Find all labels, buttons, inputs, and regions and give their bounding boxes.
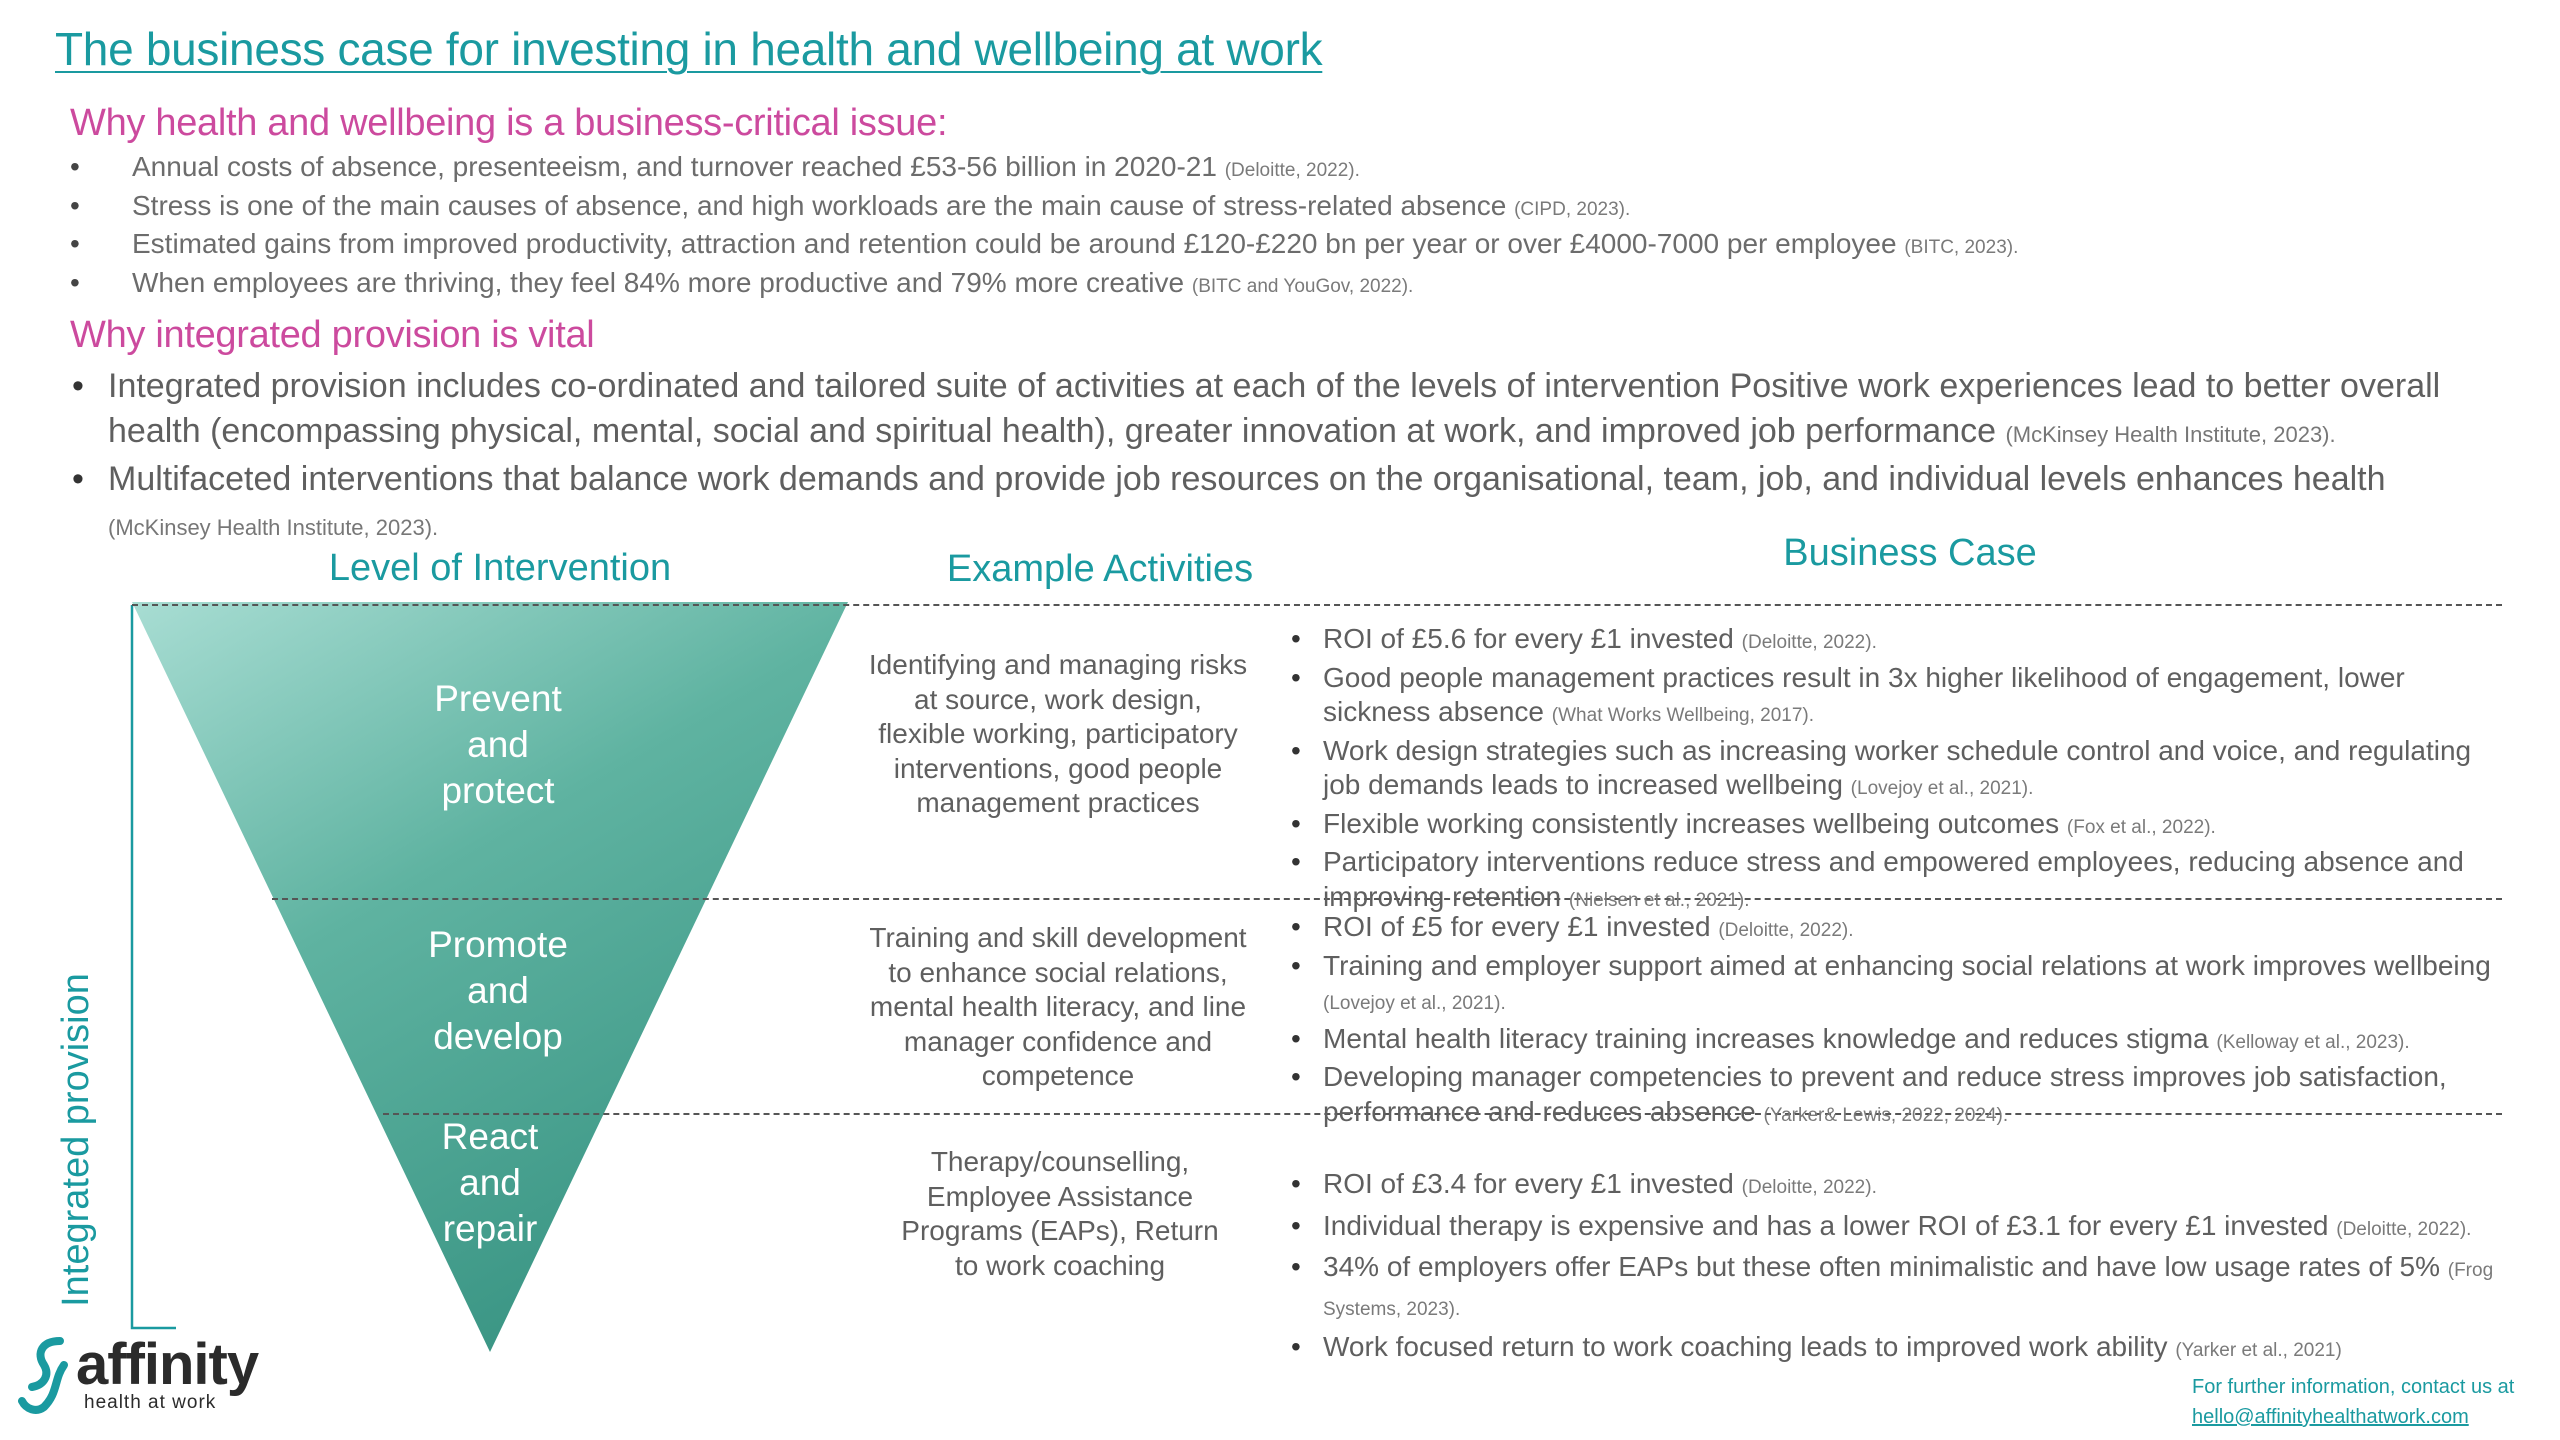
affinity-logo xyxy=(14,1332,294,1415)
list-item: • Stress is one of the main causes of absence, and high workloads are the main cause of stress-related absence (CIPD, 2023). xyxy=(132,189,2018,228)
logo-wordmark: affinity xyxy=(76,1332,259,1397)
list-item: • ROI of £5.6 for every £1 invested (Deloitte, 2022). xyxy=(1323,622,2503,661)
list-item: • Integrated provision includes co-ordinated and tailored suite of activities at each of the levels of intervention Positive work experiences lead to better overall health (encompassing physical, mental, social and spiritual health), greater innovation at work, and improved job performance (McKinsey Health Institute, 2023). xyxy=(108,364,2488,457)
list-item: • Multifaceted interventions that balance work demands and provide job resources on the organisational, team, job, and individual levels enhances health (McKinsey Health Institute, 2023). xyxy=(108,457,2488,550)
business-case-promote xyxy=(1323,910,2503,1133)
business-critical-list xyxy=(132,150,2018,304)
activities-promote: Training and skill development to enhance social relations, mental health literacy, and line manager confidence and competence xyxy=(869,922,1247,1091)
list-item: • Work design strategies such as increasing worker schedule control and voice, and regulating job demands leads to increased wellbeing (Lovejoy et al., 2021). xyxy=(1323,734,2503,807)
contact-email-link[interactable]: hello@affinityhealthatwork.com xyxy=(2192,1406,2469,1428)
column-header-level: Level of Intervention xyxy=(328,547,672,589)
business-case-prevent xyxy=(1323,622,2503,918)
activities-prevent: Identifying and managing risks at source, work design, flexible working, participatory interventions, good people management practices xyxy=(868,649,1248,818)
divider xyxy=(132,604,2502,606)
list-item: • ROI of £3.4 for every £1 invested (Deloitte, 2022). xyxy=(1323,1167,2538,1206)
activities-react: Therapy/counselling, Employee Assistance Programs (EAPs), Return to work coaching xyxy=(901,1146,1219,1281)
level-label-react: React and repair xyxy=(441,1116,539,1249)
logo-tagline: health at work xyxy=(84,1392,217,1413)
list-item: • Good people management practices result in 3x higher likelihood of engagement, lower sickness absence (What Works Wellbeing, 2017). xyxy=(1323,661,2503,734)
business-case-react xyxy=(1323,1167,2538,1369)
section-heading-integrated: Why integrated provision is vital xyxy=(70,314,595,356)
contact-text: For further information, contact us at xyxy=(2192,1376,2515,1398)
level-label-prevent: Prevent and protect xyxy=(434,678,562,811)
affinity-mark-icon xyxy=(14,1335,84,1415)
section-heading-business-critical: Why health and wellbeing is a business-critical issue: xyxy=(70,102,948,144)
column-header-activities: Example Activities xyxy=(946,548,1254,590)
contact-info xyxy=(2192,1372,2514,1432)
page-title: The business case for investing in health and wellbeing at work xyxy=(55,23,1323,75)
list-item: • Developing manager competencies to prevent and reduce stress improves job satisfaction, performance and reduces absence (Yarker& Lewis, 2022, 2024). xyxy=(1323,1060,2503,1133)
list-item: • Mental health literacy training increases knowledge and reduces stigma (Kelloway et al., 2023). xyxy=(1323,1022,2503,1061)
integrated-provision-label: Integrated provision xyxy=(55,973,97,1307)
list-item: • Individual therapy is expensive and has a lower ROI of £3.1 for every £1 invested (Deloitte, 2022). xyxy=(1323,1209,2538,1248)
list-item: • When employees are thriving, they feel 84% more productive and 79% more creative (BITC and YouGov, 2022). xyxy=(132,266,2018,305)
level-label-promote: Promote and develop xyxy=(428,924,568,1057)
list-item: • Training and employer support aimed at enhancing social relations at work improves wellbeing (Lovejoy et al., 2021). xyxy=(1323,949,2503,1022)
list-item: • Flexible working consistently increases wellbeing outcomes (Fox et al., 2022). xyxy=(1323,807,2503,846)
list-item: • 34% of employers offer EAPs but these often minimalistic and have low usage rates of 5% (Frog Systems, 2023). xyxy=(1323,1250,2538,1327)
column-header-business-case: Business Case xyxy=(1783,532,2037,574)
list-item: • Annual costs of absence, presenteeism, and turnover reached £53-56 billion in 2020-21 (Deloitte, 2022). xyxy=(132,150,2018,189)
list-item: • Work focused return to work coaching leads to improved work ability (Yarker et al., 2021) xyxy=(1323,1330,2538,1369)
list-item: • Estimated gains from improved productivity, attraction and retention could be around £120-£220 bn per year or over £4000-7000 per employee (BITC, 2023). xyxy=(132,227,2018,266)
integrated-list xyxy=(108,364,2488,550)
list-item: • ROI of £5 for every £1 invested (Deloitte, 2022). xyxy=(1323,910,2503,949)
list-item: • Participatory interventions reduce stress and empowered employees, reducing absence and improving retention (Nielsen et al., 2021). xyxy=(1323,845,2503,918)
